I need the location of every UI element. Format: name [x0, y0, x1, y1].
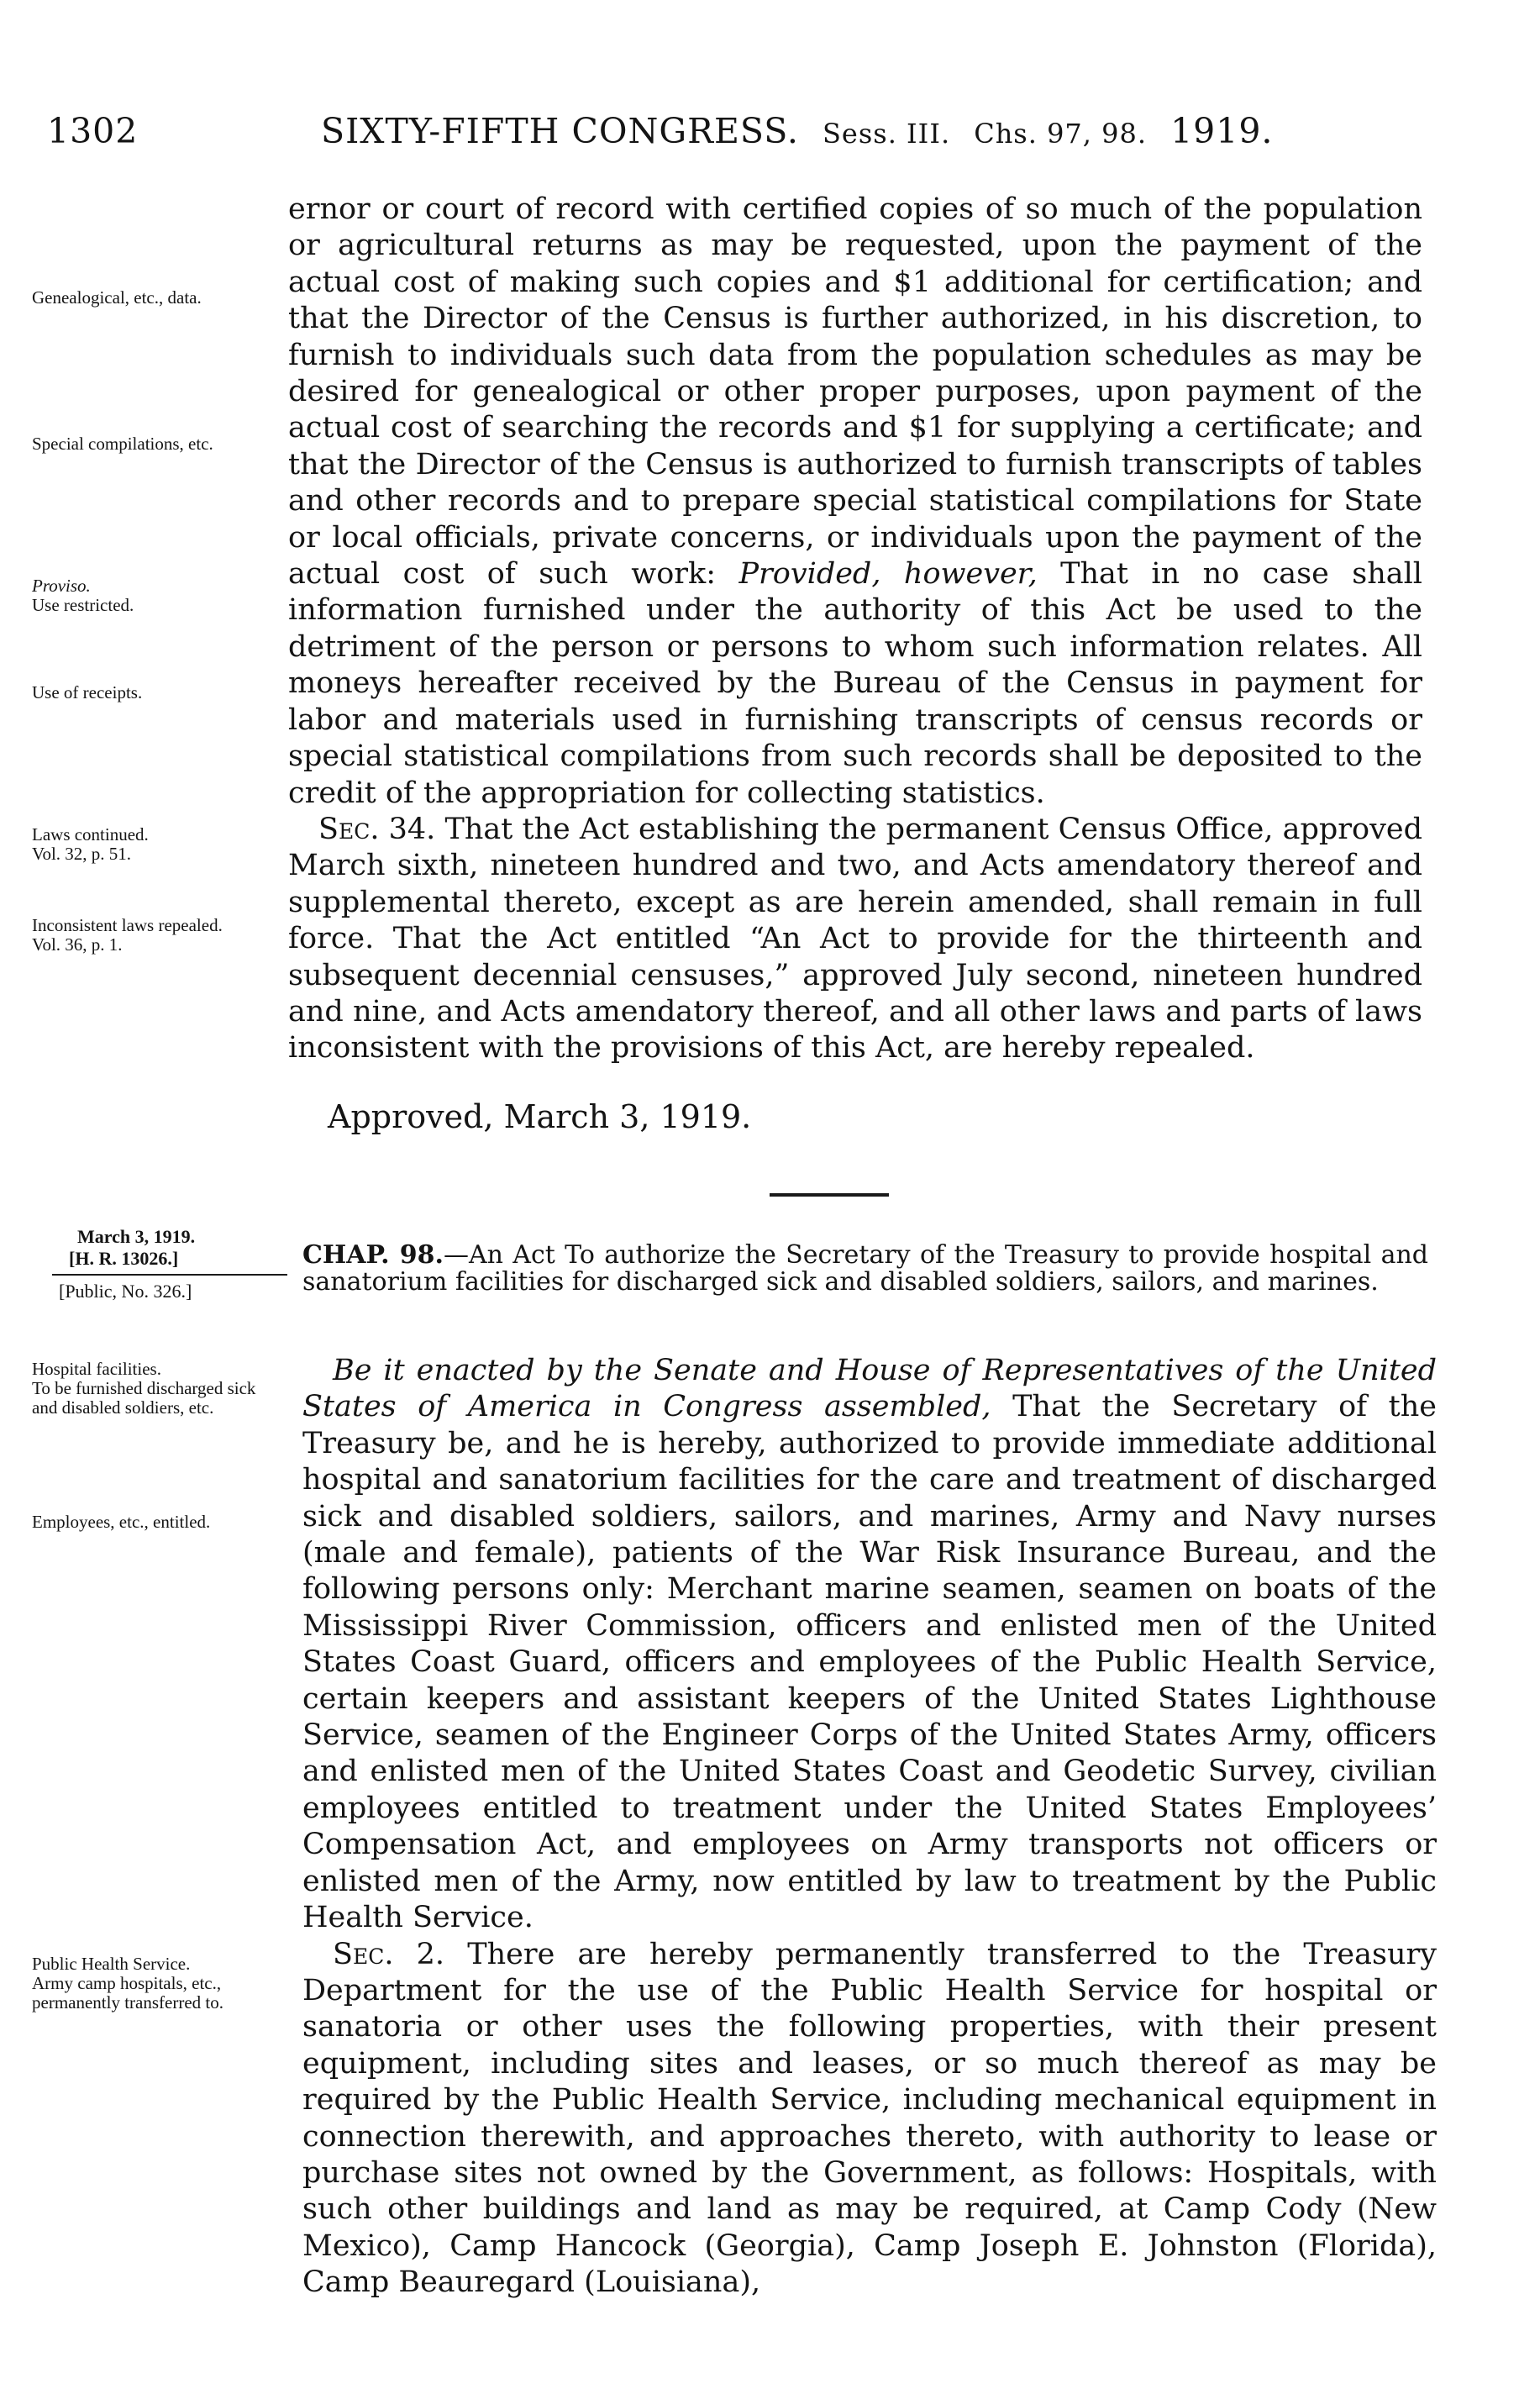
section-1-text: That the Secretary of the Treasury be, and he is hereby, authorized to provide immediate additional hospital and sanatorium facilities for the care and treatment of discharged sick and disabled soldiers, sailors, and marines, Army and Navy nurses (male and female), patients of the War Risk Insurance Bureau, and the following persons only: Merchant marine seamen, seamen on boats of the Mississippi River Commission, officers and enlisted men of the United States Coast Guard, officers and employees of the Public Health Service, certain keepers and assistant keepers of the United States Lighthouse Service, seamen of the Engineer Corps of the United States Army, officers and enlisted men of the United States Coast and Geodetic Survey, civilian employees entitled to treatment under the United States Employees’ Compensation Act, and employees on Army transports not officers or enlisted men of the Army, now entitled by law to treatment by the Public Health Service. — [302, 1390, 1437, 1935]
margin-note-laws-continued — [32, 825, 259, 864]
header-session: Sess. III. — [822, 118, 951, 150]
margin-note-public-health — [32, 1955, 259, 2013]
census-authority-text: ernor or court of record with certified copies of so much of the population or agricultural returns as may be requested, upon the payment of the actual cost of making such copies and $1 additional for certification; and that the Director of the Census is further authorized, in his discretion, to furnish to individuals such data from the population schedules as may be desired for genealogical or other proper purposes, upon payment of the actual cost of searching the records and $1 for supplying a certificate; and that the Director of the Census is authorized to furnish transcripts of tables and other records and to prepare special statistical compilations for State or local officials, private concerns, or individuals upon the payment of the actual cost of such work: — [288, 192, 1422, 592]
header-congress: SIXTY-FIFTH CONGRESS. — [321, 111, 799, 151]
margin-note-use-of-receipts: Use of receipts. — [32, 682, 143, 702]
margin-note-genealogical: Genealogical, etc., data. — [32, 287, 202, 308]
running-header — [47, 111, 1467, 161]
section-1 — [302, 1353, 1437, 1937]
margin-note-laws-continued-label: Laws continued. — [32, 824, 149, 844]
section-34 — [288, 812, 1422, 1067]
header-chapters: Chs. 97, 98. — [974, 118, 1148, 150]
margin-note-hospital-facilities: Hospital facilities. — [32, 1359, 161, 1379]
margin-note-special-compilations: Special compilations, etc. — [32, 434, 213, 454]
census-paragraph — [288, 192, 1422, 812]
margin-note-employees-entitled: Employees, etc., entitled. — [32, 1512, 211, 1532]
page-number: 1302 — [47, 111, 139, 151]
margin-note-to-be-furnished: To be furnished discharged sick and disabled soldiers, etc. — [32, 1378, 256, 1418]
chapter-title-text: —An Act To authorize the Secretary of the Treasury to provide hospital and sanatorium facilities for discharged sick and disabled soldiers, sailors, and marines. — [302, 1240, 1429, 1297]
chapter-date: March 3, 1919. — [77, 1226, 196, 1247]
margin-note-hospital — [32, 1360, 259, 1418]
chapter-98-sidebar — [52, 1226, 287, 1302]
chapter-label: CHAP. 98. — [302, 1240, 444, 1270]
proviso-provided: Provided, however, — [738, 557, 1038, 592]
sidebar-rule — [52, 1274, 287, 1276]
section-2-text: There are hereby permanently transferred to the Treasury Department for the use of the Public Health Service for hospital or sanatoria or other uses the following properties, with their present equipment, including sites and leases, or so much thereof as may be required by the Public Health Service, including mechanical equipment in connection therewith, and approaches thereto, with authority to lease or purchase sites not owned by the Government, as follows: Hospitals, with such other buildings and land as may be required, at Camp Cody (New Mexico), Camp Hancock (Georgia), Camp Joseph E. Johnston (Florida), Camp Beauregard (Louisiana), — [302, 1937, 1437, 2300]
margin-note-laws-continued-vol: Vol. 32, p. 51. — [32, 844, 132, 864]
section-divider — [770, 1193, 889, 1197]
census-act-text — [288, 192, 1422, 1067]
margin-note-army-camp: Army camp hospitals, etc., permanently transferred to. — [32, 1973, 223, 2013]
section-2-label: Sec. 2. — [333, 1937, 445, 1971]
proviso-text: That in no case shall information furnished under the authority of this Act be used to the detriment of the person or persons to whom such information relates. — [288, 557, 1422, 664]
chapter-98-title — [302, 1242, 1428, 1296]
header-year: 1919. — [1170, 111, 1274, 151]
receipts-text: All moneys hereafter received by the Bureau of the Census in payment for labor and materials used in furnishing transcripts of census records or special statistical compilations from such records shall be deposited to the credit of the appropriation for collecting statistics. — [288, 629, 1422, 810]
section-34-label: Sec. 34. — [318, 812, 436, 846]
approved-line: Approved, March 3, 1919. — [328, 1098, 752, 1135]
header-title — [321, 111, 1273, 151]
chapter-public-number: [Public, No. 326.] — [59, 1281, 192, 1302]
chapter-98-text — [302, 1353, 1437, 2302]
section-34-text: That the Act establishing the permanent Census Office, approved March sixth, nineteen hundred and two, and Acts amendatory thereof and supplemental thereto, except as are herein amended, shall remain in full force. That the Act entitled “An Act to provide for the thirteenth and subsequent decennial censuses,” approved July second, nineteen hundred and nine, and Acts amendatory thereof, and all other laws and parts of laws inconsistent with the provisions of this Act, are hereby repealed. — [288, 812, 1422, 1065]
margin-note-proviso-label: Proviso. — [32, 576, 91, 596]
margin-note-inconsistent-laws — [32, 916, 259, 955]
margin-note-public-health-service: Public Health Service. — [32, 1954, 191, 1974]
margin-note-inconsistent-label: Inconsistent laws repealed. — [32, 915, 223, 935]
enacting-clause: Be it enacted by the Senate and House of Representatives of the United States of America in Congress assembled, — [302, 1354, 1437, 1424]
margin-note-inconsistent-vol: Vol. 36, p. 1. — [32, 934, 123, 955]
chapter-bill-number: [H. R. 13026.] — [69, 1248, 179, 1269]
margin-note-proviso — [32, 576, 259, 615]
section-2 — [302, 1937, 1437, 2302]
margin-note-use-restricted: Use restricted. — [32, 595, 134, 615]
